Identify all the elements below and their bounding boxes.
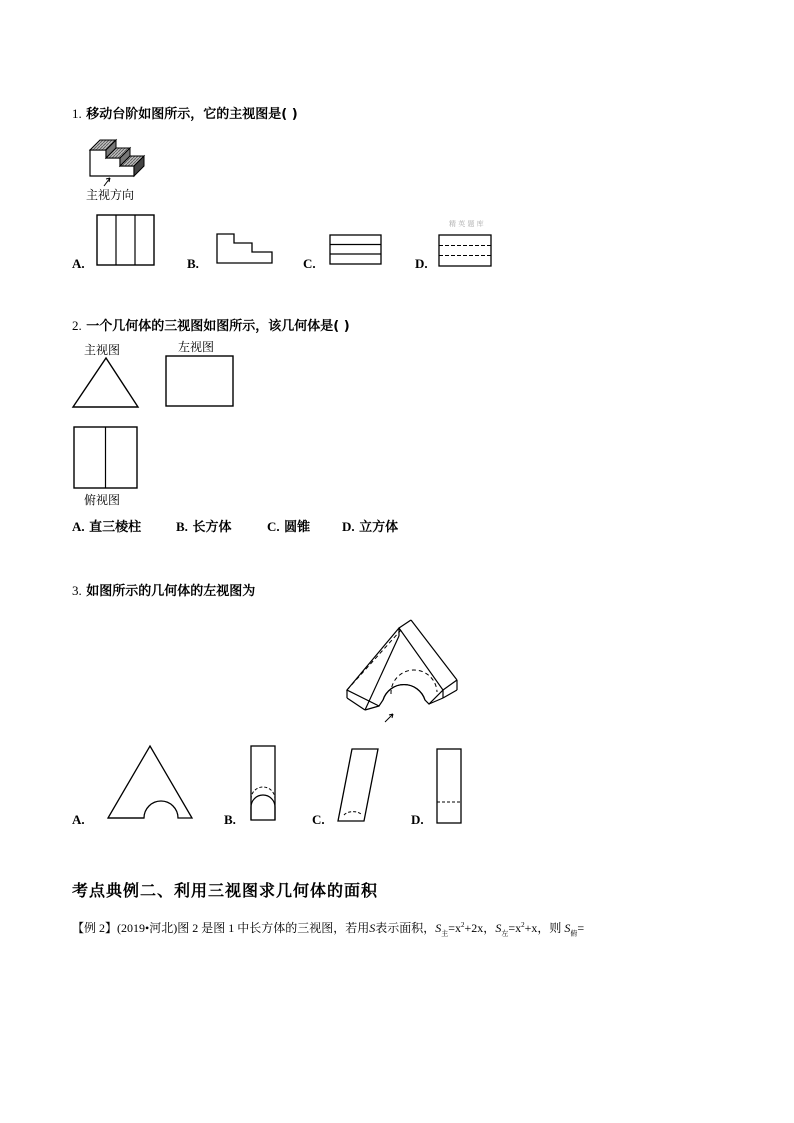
q3-option-a-letter[interactable]: A. [72, 812, 85, 827]
example-bracket: 【例 2】 [72, 921, 118, 935]
q1-option-c-figure[interactable] [329, 234, 383, 266]
q1-option-b-figure[interactable] [216, 233, 274, 265]
section-heading: 考点典例二、利用三视图求几何体的面积 [72, 881, 379, 900]
front-view-label: 主视图 [84, 343, 121, 357]
eq-front-rest: +2x， [464, 921, 496, 935]
staircase-figure [88, 134, 158, 184]
q3-option-a-figure[interactable] [106, 744, 194, 820]
symbol-s-top: S [564, 921, 571, 935]
q2-option-a-text: 直三棱柱 [89, 520, 142, 535]
top-view-rectangle [73, 426, 139, 490]
q2-option-d[interactable] [342, 516, 398, 535]
sub-front: 主 [441, 929, 449, 938]
q2-option-b-text: 长方体 [192, 520, 232, 535]
question-3-text: 如图所示的几何体的左视图为 [86, 584, 256, 599]
question-1 [72, 103, 298, 122]
watermark-text: 精 英 题 库 [449, 220, 484, 228]
sub-top: 俯 [570, 929, 578, 938]
eq-top: = [577, 921, 585, 935]
eq-left: =x [508, 921, 522, 935]
q2-option-a-letter: A. [72, 519, 85, 534]
q3-option-c-letter[interactable]: C. [312, 812, 325, 827]
left-view-label: 左视图 [178, 340, 215, 354]
example-2-text [72, 919, 584, 938]
q2-option-c-letter: C. [267, 519, 280, 534]
q2-option-b-letter: B. [176, 519, 188, 534]
q2-option-c-text: 圆锥 [284, 520, 311, 535]
q2-option-b[interactable] [176, 516, 231, 535]
exp-left: 2 [521, 921, 525, 929]
q2-option-d-letter: D. [342, 519, 355, 534]
question-2-text: 一个几何体的三视图如图所示，该几何体是( ) [86, 319, 350, 334]
example-source: (2019•河北) [117, 921, 178, 935]
q3-option-c-figure[interactable] [336, 747, 382, 825]
question-2-number: 2. [72, 318, 82, 333]
eq-left-rest: +x，则 [524, 921, 565, 935]
view-direction-label: 主视方向 [86, 188, 135, 202]
q2-option-a[interactable] [72, 516, 141, 535]
top-view-label: 俯视图 [84, 493, 121, 507]
q1-option-a-figure[interactable] [96, 214, 156, 266]
q3-option-b-figure[interactable] [250, 745, 278, 823]
sub-left: 左 [501, 929, 509, 938]
question-1-number: 1. [72, 106, 82, 121]
q3-option-d-letter[interactable]: D. [411, 812, 424, 827]
front-view-triangle [72, 357, 140, 409]
exp-front: 2 [461, 921, 465, 929]
question-2 [72, 315, 350, 334]
q1-option-b-letter[interactable]: B. [187, 256, 199, 271]
example-text-b: 表示面积， [375, 921, 436, 935]
q1-option-a-letter[interactable]: A. [72, 256, 85, 271]
q1-option-d-letter[interactable]: D. [415, 256, 428, 271]
q3-option-b-letter[interactable]: B. [224, 812, 236, 827]
left-view-rectangle [165, 355, 235, 407]
symbol-s-front: S [435, 921, 442, 935]
symbol-s: S [369, 921, 376, 935]
q3-option-d-figure[interactable] [436, 748, 464, 826]
eq-front: =x [448, 921, 462, 935]
question-3-number: 3. [72, 583, 82, 598]
q1-option-d-figure[interactable] [438, 234, 494, 268]
question-1-text: 移动台阶如图所示，它的主视图是( ) [86, 107, 298, 122]
q1-option-c-letter[interactable]: C. [303, 256, 316, 271]
question-3 [72, 580, 255, 599]
arch-solid-figure [345, 618, 465, 722]
q2-option-c[interactable] [267, 516, 310, 535]
q2-option-d-text: 立方体 [359, 520, 399, 535]
example-text-a: 图 2 是图 1 中长方体的三视图，若用 [177, 921, 370, 935]
symbol-s-left: S [495, 921, 502, 935]
